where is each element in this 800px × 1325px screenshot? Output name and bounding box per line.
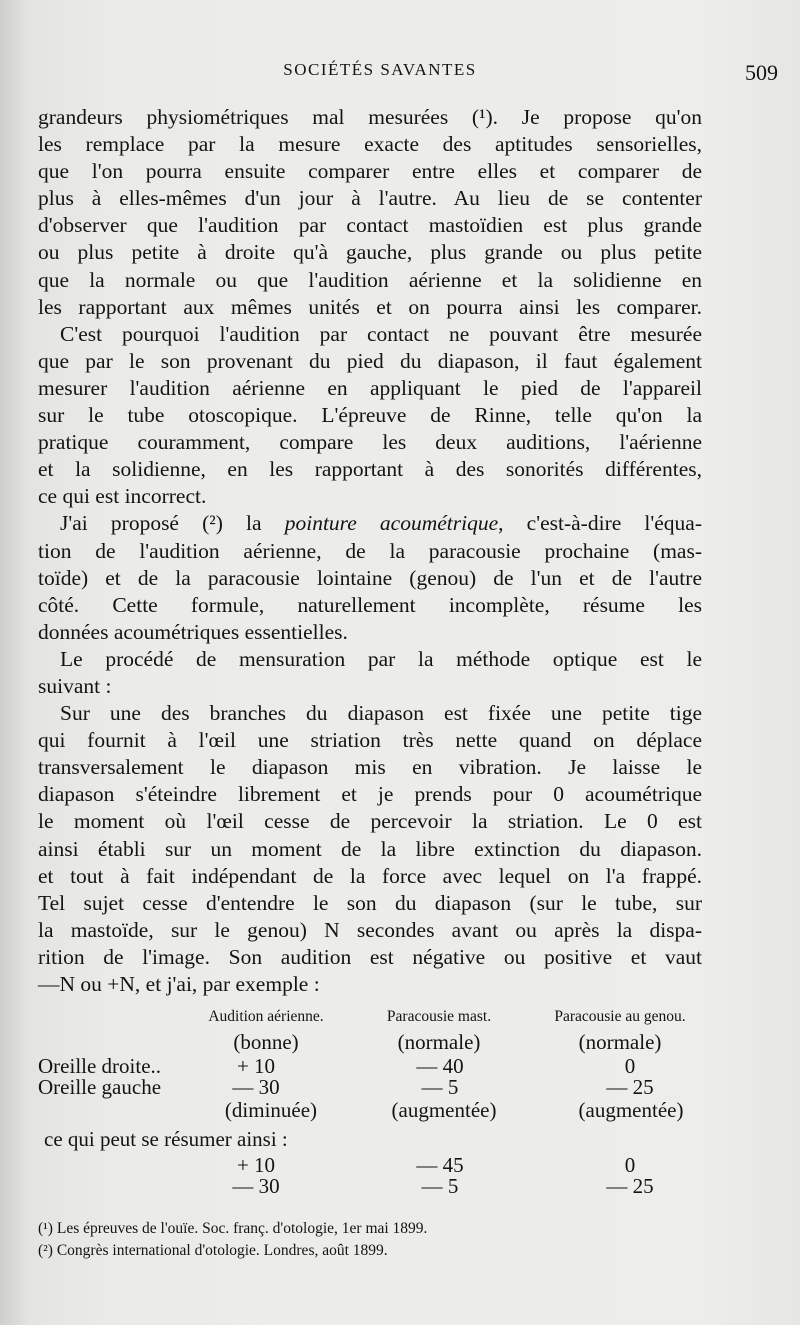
summary-label: ce qui peut se résumer ainsi :: [44, 1127, 288, 1151]
text-line: sur le tube otoscopique. L'épreuve de Rinne, telle qu'on la: [38, 403, 702, 428]
text-line: —N ou +N, et j'ai, par exemple :: [38, 972, 320, 996]
text-line: grandeurs physiométriques mal mesurées (¹). Je propose qu'on: [38, 105, 702, 129]
column-subheader: (bonne): [233, 1030, 299, 1054]
paragraph: [38, 321, 702, 511]
table-cell: + 10: [236, 1054, 276, 1078]
text-line: que l'on pourra ensuite comparer entre elles et comparer de: [38, 159, 702, 184]
paragraph: [38, 510, 702, 645]
text-line: mesurer l'audition aérienne en appliquant le pied de l'appareil: [38, 375, 702, 400]
column-subheader: (normale): [397, 1030, 481, 1054]
summary-cell: — 30: [232, 1174, 280, 1198]
text-line: suivant :: [38, 673, 112, 698]
text-line: le moment où l'œil cesse de percevoir la striation. Le 0 est: [38, 809, 702, 834]
paragraph: [38, 104, 702, 321]
running-title: SOCIÉTÉS SAVANTES: [283, 60, 477, 79]
table-cell: — 25: [606, 1075, 654, 1099]
column-footer: (augmentée): [578, 1098, 684, 1122]
paragraph: [38, 646, 702, 700]
summary-cell: — 45: [416, 1153, 464, 1177]
text-line: [38, 510, 702, 537]
text-line: que la normale ou que l'audition aérienne et la solidienne en: [38, 267, 702, 292]
column-header: Paracousie au genou.: [554, 1008, 686, 1025]
table-cell: 0: [624, 1054, 636, 1078]
text-line: Le procédé de mensuration par la méthode optique est le: [60, 646, 702, 671]
acoumetric-table: [38, 1000, 718, 1210]
column-footer: (diminuée): [224, 1098, 318, 1122]
table-cell: — 5: [421, 1075, 459, 1099]
row-label: Oreille gauche: [38, 1075, 162, 1099]
text-line: ce qui est incorrect.: [38, 484, 207, 509]
column-header: Audition aérienne.: [208, 1008, 324, 1025]
page-number: 509: [745, 60, 778, 85]
text-line: et tout à fait indépendant de la force avec lequel on l'a frappé.: [38, 863, 702, 888]
summary-cell: — 5: [421, 1174, 459, 1198]
text-line: diapason s'éteindre librement et je prends pour 0 acoumétrique: [38, 782, 702, 807]
text-line: plus à elles-mêmes d'un jour à l'autre. Au lieu de se contenter: [38, 186, 702, 211]
column-footer: (augmentée): [391, 1098, 497, 1122]
footnote: (²) Congrès international d'otologie. Londres, août 1899.: [38, 1242, 388, 1259]
column-header: Paracousie mast.: [386, 1008, 492, 1025]
summary-cell: + 10: [236, 1153, 276, 1177]
table-cell: — 40: [416, 1054, 464, 1078]
text-fragment: , c'est-à-dire l'équa-: [498, 511, 703, 536]
row-label: Oreille droite..: [38, 1054, 162, 1078]
text-line: pratique couramment, compare les deux auditions, l'aérienne: [38, 430, 702, 455]
footnotes: [38, 1218, 718, 1262]
text-line: la mastoïde, sur le genou) N secondes avant ou après la dispa-: [38, 917, 702, 942]
footnote: (¹) Les épreuves de l'ouïe. Soc. franç. d'otologie, 1er mai 1899.: [38, 1220, 428, 1237]
page-header: [0, 60, 800, 86]
text-line: les remplace par la mesure exacte des aptitudes sensorielles,: [38, 132, 702, 157]
text-line: rition de l'image. Son audition est négative ou positive et vaut: [38, 944, 702, 969]
summary-cell: — 25: [606, 1174, 654, 1198]
summary-cell: 0: [624, 1153, 636, 1177]
text-line: ou plus petite à droite qu'à gauche, plus grande ou plus petite: [38, 240, 702, 265]
emphasized-term: pointure acoumétrique: [284, 511, 499, 536]
table-cell: — 30: [232, 1075, 280, 1099]
text-line: que par le son provenant du pied du diapason, il faut également: [38, 348, 702, 373]
text-line: qui fournit à l'œil une striation très nette quand on déplace: [38, 728, 702, 753]
paragraph: [38, 700, 702, 998]
text-line: Sur une des branches du diapason est fixée une petite tige: [60, 701, 702, 726]
body-text: [38, 104, 702, 998]
text-line: côté. Cette formule, naturellement incomplète, résume les: [38, 592, 702, 617]
text-line: les rapportant aux mêmes unités et on pourra ainsi les comparer.: [38, 294, 702, 319]
text-line: transversalement le diapason mis en vibration. Je laisse le: [38, 755, 702, 780]
text-line: toïde) et de la paracousie lointaine (genou) de l'un et de l'autre: [38, 565, 702, 590]
text-line: C'est pourquoi l'audition par contact ne pouvant être mesurée: [60, 321, 702, 346]
text-line: Tel sujet cesse d'entendre le son du diapason (sur le tube, sur: [38, 890, 702, 915]
text-line: tion de l'audition aérienne, de la paracousie prochaine (mas-: [38, 538, 702, 563]
text-line: et la solidienne, en les rapportant à des sonorités différentes,: [38, 457, 702, 482]
text-line: ainsi établi sur un moment de la libre extinction du diapason.: [38, 836, 702, 861]
text-fragment: J'ai proposé (²) la: [60, 511, 285, 536]
column-subheader: (normale): [578, 1030, 662, 1054]
text-line: données acoumétriques essentielles.: [38, 619, 348, 644]
text-line: d'observer que l'audition par contact mastoïdien est plus grande: [38, 213, 702, 238]
